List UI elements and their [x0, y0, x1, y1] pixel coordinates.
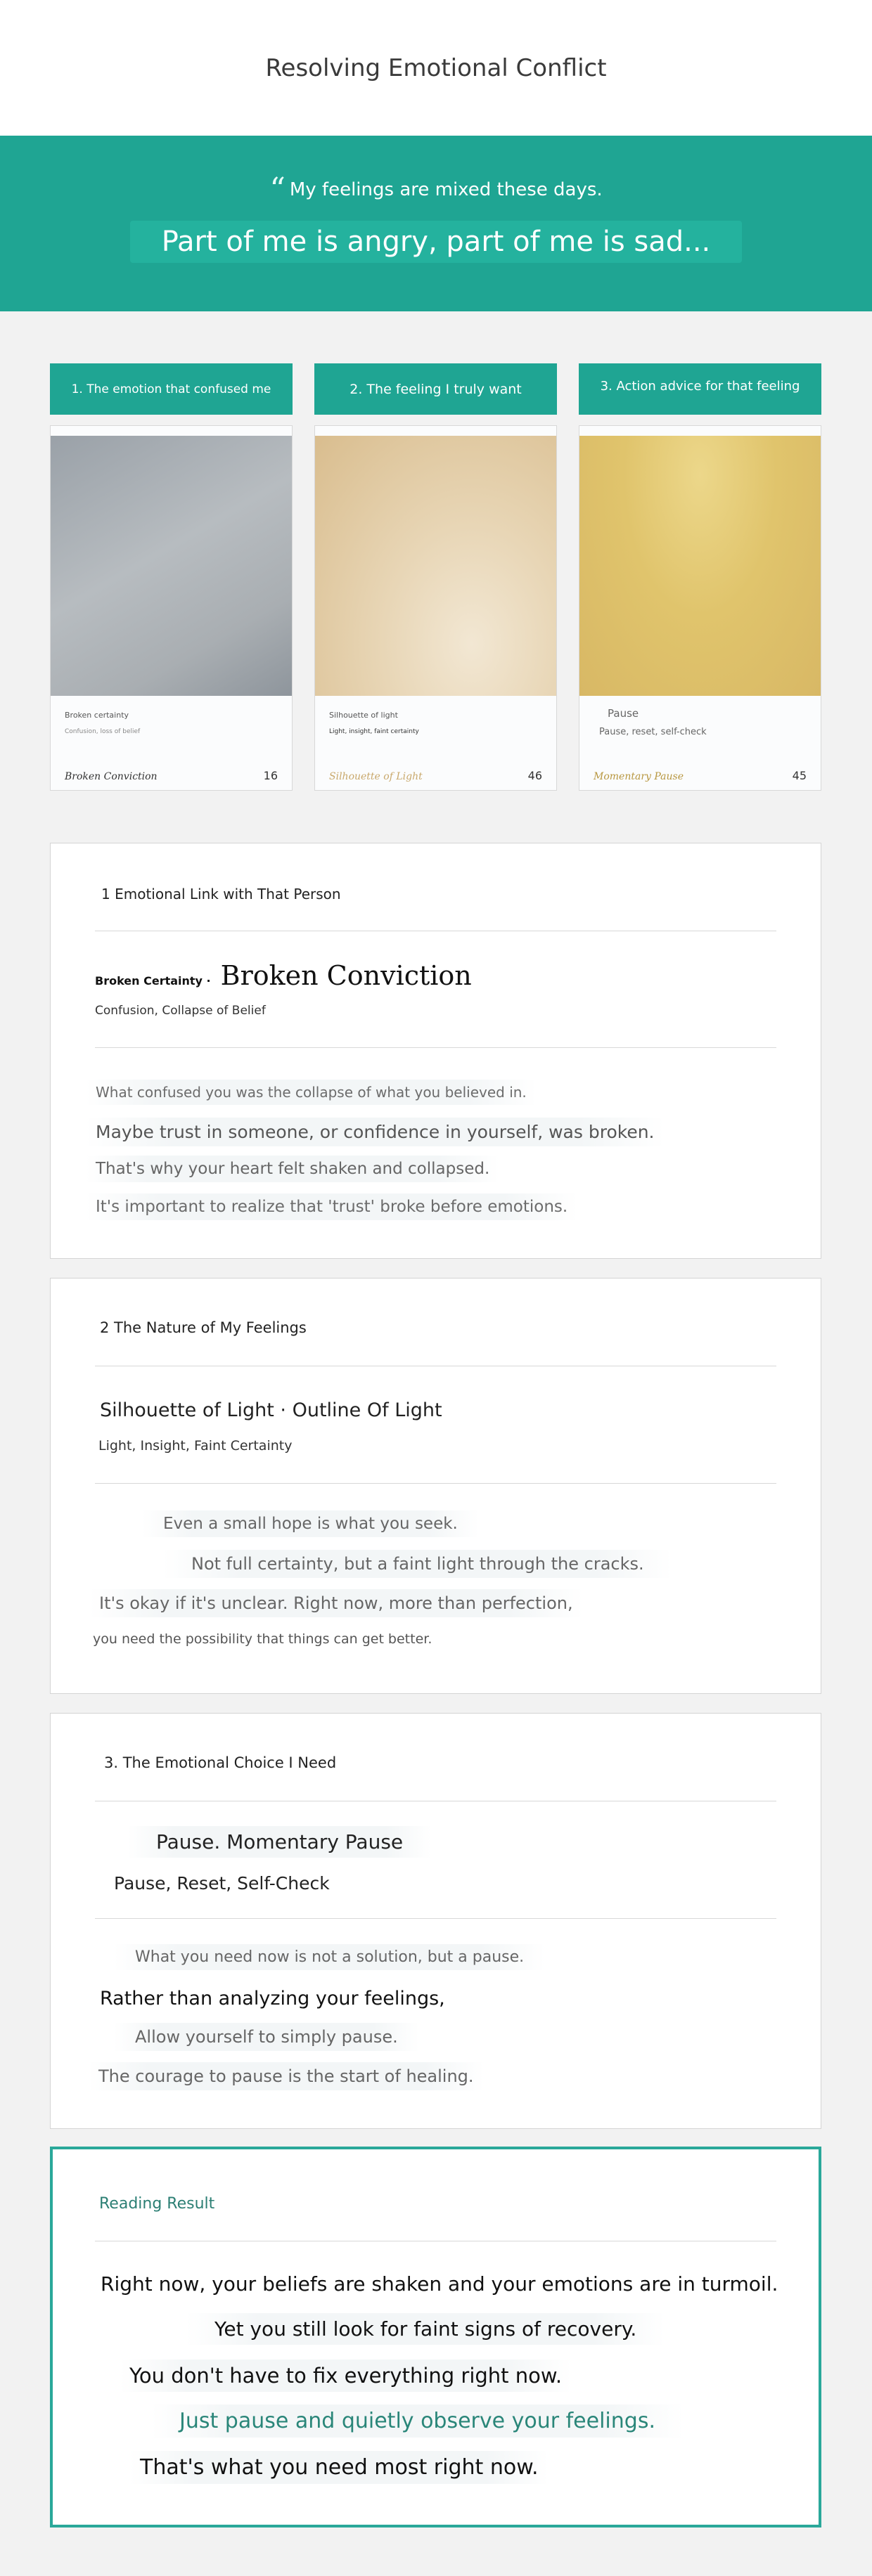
- hero-subtitle: My feelings are mixed these days.: [289, 179, 603, 200]
- card-description: Confusion, loss of belief: [65, 728, 141, 735]
- card-footer: [329, 769, 542, 782]
- section-title: 2 The Nature of My Feelings: [100, 1319, 307, 1336]
- card-image: [51, 436, 292, 696]
- card-keyword: Pause: [608, 707, 639, 720]
- hero-banner: [0, 136, 872, 311]
- result-line-highlight: Just pause and quietly observe your feelings.: [151, 2405, 684, 2438]
- card-header: 2. The feeling I truly want: [314, 363, 557, 415]
- card-keywords: Confusion, Collapse of Belief: [95, 1004, 266, 1018]
- card-number: 46: [527, 769, 542, 782]
- card-keywords: Pause, Reset, Self-Check: [114, 1873, 330, 1894]
- card-image: [315, 436, 556, 696]
- card-name-large: Broken Conviction: [220, 960, 472, 991]
- result-line: You don't have to fix everything right now.: [120, 2360, 572, 2392]
- card-keyword: Broken certainty: [65, 711, 129, 720]
- result-line: Yet you still look for faint signs of recovery.: [186, 2313, 665, 2345]
- reading-line: Even a small hope is what you seek.: [142, 1510, 479, 1537]
- section-title: 3. The Emotional Choice I Need: [104, 1754, 337, 1771]
- header: [0, 0, 872, 136]
- card-description: Light, insight, faint certainty: [329, 728, 419, 735]
- card-body: [50, 425, 293, 791]
- reading-line: Rather than analyzing your feelings,: [100, 1988, 445, 2009]
- reading-line: What you need now is not a solution, but a pause.: [114, 1944, 545, 1970]
- card-keyword: Silhouette of light: [329, 711, 398, 720]
- reading-line: Maybe trust in someone, or confidence in yourself, was broken.: [86, 1118, 665, 1146]
- card-body: [579, 425, 821, 791]
- card-name: Momentary Pause: [594, 771, 684, 782]
- reading-line: It's important to realize that 'trust' broke before emotions.: [86, 1193, 577, 1220]
- card-body: [314, 425, 557, 791]
- divider: [95, 1483, 776, 1484]
- section-title: 1 Emotional Link with That Person: [101, 886, 341, 902]
- reading-result-panel: [50, 2147, 821, 2528]
- result-line: That's what you need most right now.: [130, 2451, 549, 2484]
- reading-line: Not full certainty, but a faint light through the cracks.: [163, 1550, 672, 1578]
- card-keywords: Light, Insight, Faint Certainty: [98, 1438, 293, 1454]
- section-nature-of-feelings: [50, 1278, 821, 1694]
- card-header: 1. The emotion that confused me: [50, 363, 293, 415]
- divider: [95, 1047, 776, 1048]
- divider: [95, 1918, 776, 1919]
- section-emotional-link: [50, 843, 821, 1259]
- card-name-row: [95, 960, 472, 991]
- card-image: [579, 436, 821, 696]
- reading-line: It's okay if it's unclear. Right now, more than perfection,: [89, 1589, 583, 1617]
- card-description: Pause, reset, self-check: [599, 727, 707, 737]
- hero-subtitle-row: [269, 171, 603, 207]
- result-line: Right now, your beliefs are shaken and your emotions are in turmoil.: [101, 2272, 778, 2296]
- card-name: Pause. Momentary Pause: [128, 1826, 431, 1858]
- reading-line: you need the possibility that things can get better.: [93, 1631, 432, 1647]
- page-title: Resolving Emotional Conflict: [265, 53, 607, 82]
- card-header: 3. Action advice for that feeling: [579, 363, 821, 415]
- section-emotional-choice: [50, 1713, 821, 2129]
- result-title: Reading Result: [99, 2195, 215, 2213]
- card-action-advice[interactable]: [579, 363, 821, 782]
- reading-line: That's why your heart felt shaken and collapsed.: [86, 1156, 499, 1182]
- card-emotion-confused[interactable]: [50, 363, 293, 782]
- reading-line: Allow yourself to simply pause.: [114, 2023, 419, 2051]
- reading-line: What confused you was the collapse of what you believed in.: [86, 1080, 537, 1105]
- card-number: 45: [792, 769, 807, 782]
- card-name: Silhouette of Light: [329, 771, 423, 782]
- card-row: [50, 363, 821, 790]
- quote-mark-icon: “: [269, 171, 286, 207]
- card-footer: [594, 769, 807, 782]
- reading-line: The courage to pause is the start of healing.: [89, 2062, 484, 2090]
- card-number: 16: [263, 769, 278, 782]
- card-name: Broken Conviction: [65, 771, 158, 782]
- card-name-small: Broken Certainty ·: [95, 974, 211, 988]
- card-footer: [65, 769, 278, 782]
- card-feeling-wanted[interactable]: [314, 363, 557, 782]
- hero-main-text: Part of me is angry, part of me is sad...: [130, 221, 742, 263]
- card-name: Silhouette of Light · Outline Of Light: [100, 1399, 442, 1421]
